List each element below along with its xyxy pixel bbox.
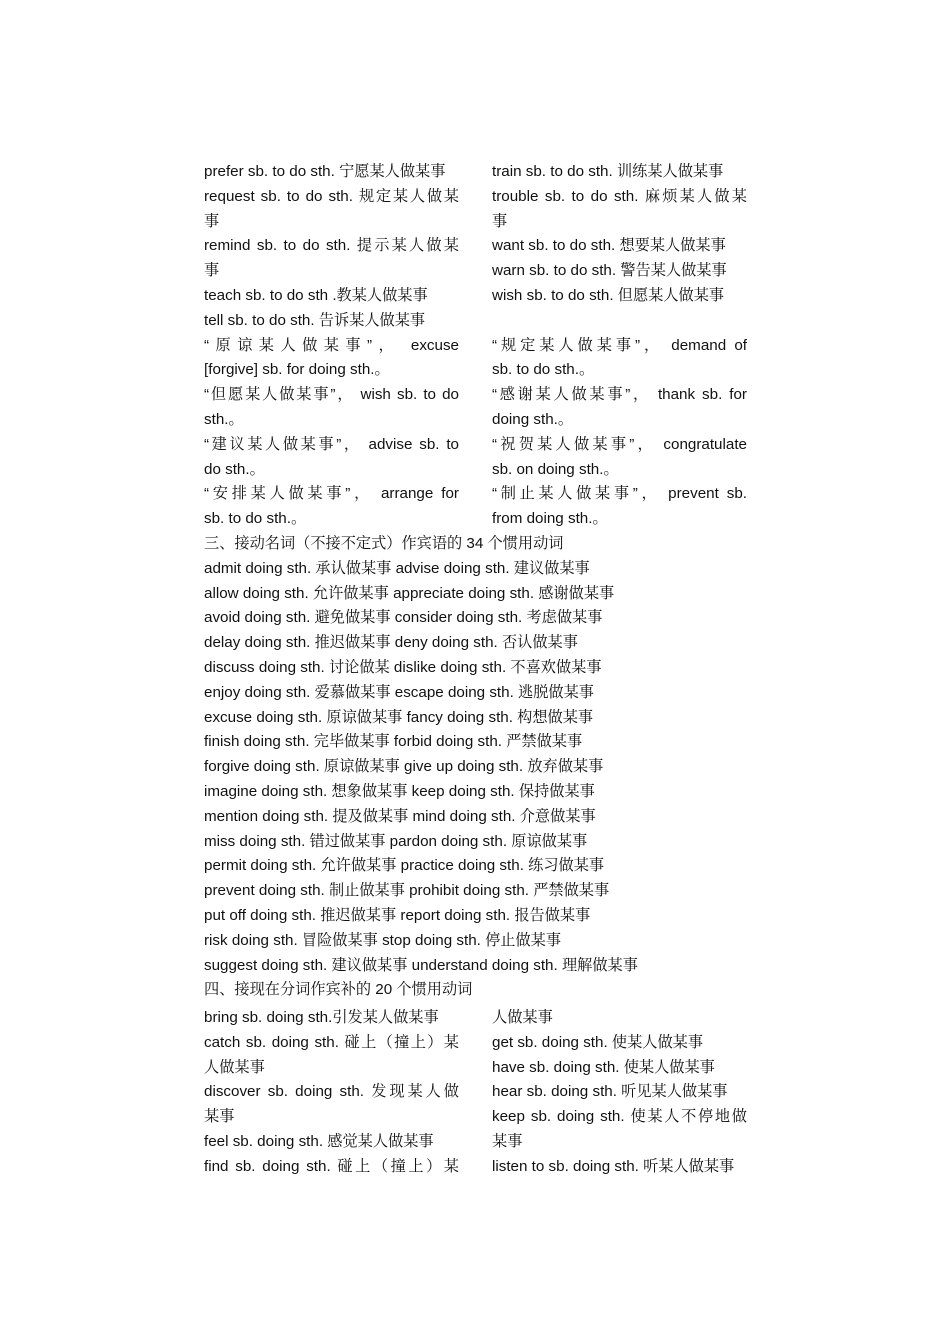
verb-pair-line: miss doing sth. 错过做某事 pardon doing sth. 原谅做某事 [204, 832, 588, 850]
verb-pair-line: prevent doing sth. 制止做某事 prohibit doing sth. 严禁做某事 [204, 882, 610, 900]
text-line: remind sb. to do sth. 提示某人做某 [204, 237, 459, 255]
verb-pair-line: permit doing sth. 允许做某事 practice doing sth. 练习做某事 [204, 857, 605, 875]
text-line: hear sb. doing sth. 听见某人做某事 [492, 1083, 728, 1101]
text-line: trouble sb. to do sth. 麻烦某人做某 [492, 187, 747, 205]
text-line: sb. to do sth.。 [492, 361, 595, 379]
verb-pair-line: enjoy doing sth. 爱慕做某事 escape doing sth. 逃脱做某事 [204, 683, 594, 701]
verb-pair-line: mention doing sth. 提及做某事 mind doing sth. 介意做某事 [204, 807, 596, 825]
text-line: sb. on doing sth.。 [492, 460, 619, 478]
text-line: bring sb. doing sth.引发某人做某事 [204, 1009, 439, 1026]
text-line: teach sb. to do sth .教某人做某事 [204, 286, 428, 304]
text-line: 某事 [204, 1108, 235, 1126]
text-line: “规定某人做某事”， demand of [492, 336, 747, 354]
text-line: sth.。 [204, 410, 244, 428]
section-four-right-column [492, 1006, 747, 1180]
verb-pair-line: admit doing sth. 承认做某事 advise doing sth. 建议做某事 [204, 559, 590, 577]
text-line: from doing sth.。 [492, 510, 608, 528]
verb-pair-line: risk doing sth. 冒险做某事 stop doing sth. 停止做某事 [204, 931, 562, 949]
verb-pair-line: discuss doing sth. 讨论做某 dislike doing sth. 不喜欢做某事 [204, 658, 602, 676]
text-line: “建议某人做某事”， advise sb. to [204, 435, 459, 453]
text-line: “但愿某人做某事”， wish sb. to do [204, 386, 459, 404]
text-line: catch sb. doing sth. 碰上（撞上）某 [204, 1033, 459, 1051]
text-line: get sb. doing sth. 使某人做某事 [492, 1033, 704, 1051]
verb-pair-line: imagine doing sth. 想象做某事 keep doing sth. 保持做某事 [204, 782, 595, 800]
text-line: request sb. to do sth. 规定某人做某 [204, 187, 459, 205]
text-line: find sb. doing sth. 碰上（撞上）某 [204, 1157, 459, 1175]
text-line: “原谅某人做某事”， excuse [204, 336, 459, 354]
section-heading: 三、接动名词（不接不定式）作宾语的 34 个惯用动词 [204, 535, 564, 552]
blank-line [492, 309, 747, 334]
text-line: “感谢某人做某事”， thank sb. for [492, 386, 747, 404]
text-line: 人做某事 [204, 1058, 265, 1076]
text-line: 事 [204, 212, 220, 230]
text-line: “制止某人做某事”， prevent sb. [492, 485, 747, 503]
text-line: discover sb. doing sth. 发现某人做 [204, 1083, 459, 1101]
text-line: feel sb. doing sth. 感觉某人做某事 [204, 1132, 434, 1150]
text-line: wish sb. to do sth. 但愿某人做某事 [492, 286, 725, 304]
verb-pair-line: allow doing sth. 允许做某事 appreciate doing sth. 感谢做某事 [204, 584, 615, 602]
text-line: [forgive] sb. for doing sth.。 [204, 361, 390, 379]
text-line: prefer sb. to do sth. 宁愿某人做某事 [204, 163, 446, 180]
text-line: doing sth.。 [492, 410, 574, 428]
text-line: do sth.。 [204, 460, 265, 478]
text-line: want sb. to do sth. 想要某人做某事 [492, 237, 726, 255]
text-line: train sb. to do sth. 训练某人做某事 [492, 163, 724, 180]
verb-pair-line: avoid doing sth. 避免做某事 consider doing sth. 考虑做某事 [204, 609, 603, 627]
section-three [204, 532, 764, 1003]
verb-pair-line: finish doing sth. 完毕做某事 forbid doing sth. 严禁做某事 [204, 733, 583, 751]
text-line: 事 [204, 262, 220, 280]
text-line: warn sb. to do sth. 警告某人做某事 [492, 262, 727, 280]
text-line: keep sb. doing sth. 使某人不停地做 [492, 1108, 747, 1126]
section-heading: 四、接现在分词作宾补的 20 个惯用动词 [204, 981, 473, 999]
verb-pair-line: delay doing sth. 推迟做某事 deny doing sth. 否认做某事 [204, 634, 578, 652]
text-line: 人做某事 [492, 1009, 553, 1026]
text-line: “安排某人做某事”， arrange for [204, 485, 459, 503]
section-four-left-column [204, 1006, 459, 1180]
verb-pair-line: suggest doing sth. 建议做某事 understand doing sth. 理解做某事 [204, 956, 638, 974]
verb-pair-line: excuse doing sth. 原谅做某事 fancy doing sth. 构想做某事 [204, 708, 594, 726]
verb-pair-line: forgive doing sth. 原谅做某事 give up doing sth. 放弃做某事 [204, 758, 604, 776]
right-column [492, 160, 747, 532]
verb-pair-line: put off doing sth. 推迟做某事 report doing sth. 报告做某事 [204, 906, 591, 924]
text-line: listen to sb. doing sth. 听某人做某事 [492, 1157, 735, 1175]
text-line: have sb. doing sth. 使某人做某事 [492, 1058, 715, 1076]
text-line: 事 [492, 212, 508, 230]
text-line: sb. to do sth.。 [204, 510, 307, 528]
text-line: 某事 [492, 1132, 523, 1150]
text-line: “祝贺某人做某事”， congratulate [492, 435, 747, 453]
left-column [204, 160, 459, 532]
text-line: tell sb. to do sth. 告诉某人做某事 [204, 311, 426, 329]
